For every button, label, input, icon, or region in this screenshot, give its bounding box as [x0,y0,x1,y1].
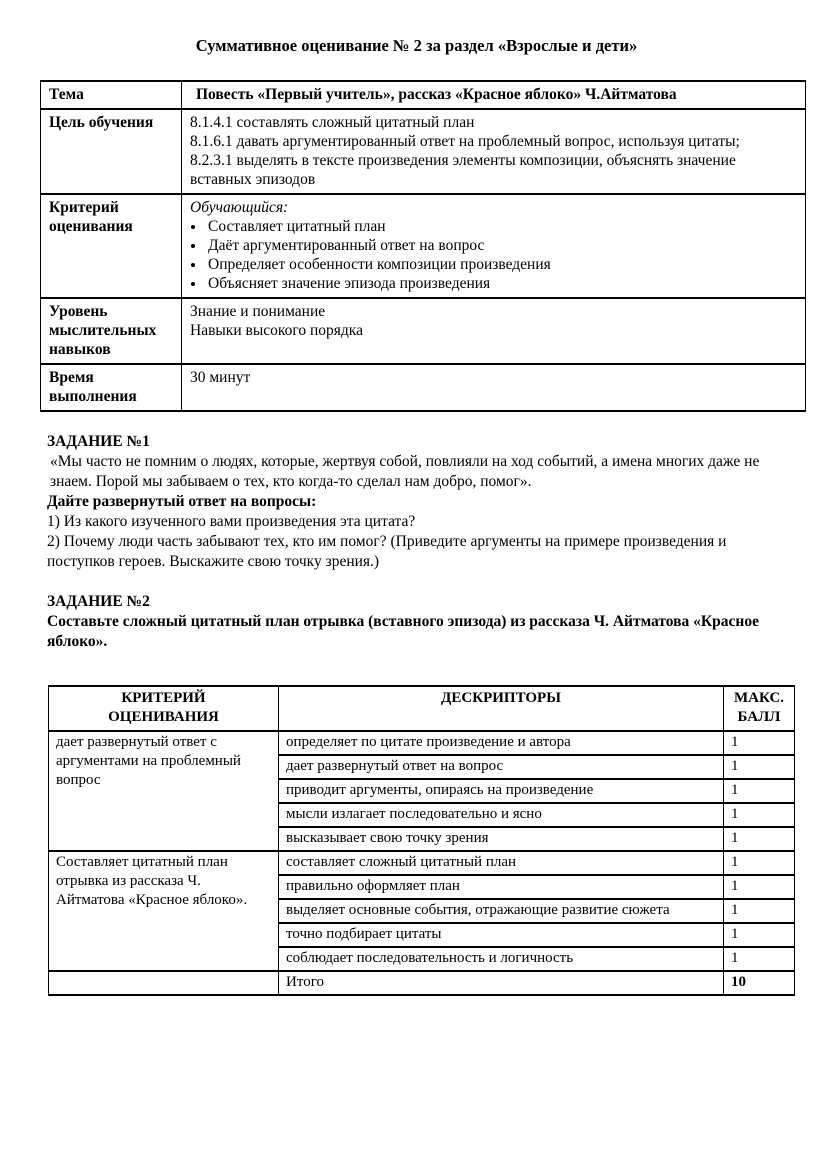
rubric-score: 1 [724,755,795,779]
rubric-score: 1 [724,947,795,971]
info-label-time: Время выполнения [41,364,182,411]
rubric-descriptor: приводит аргументы, опираясь на произведение [279,779,724,803]
rubric-descriptor: правильно оформляет план [279,875,724,899]
info-table [40,80,806,412]
rubric-score: 1 [724,851,795,875]
skills-line-2: Навыки высокого порядка [190,322,363,339]
criteria-bullet: • Даёт аргументированный ответ на вопрос [206,236,797,255]
rubric-criterion-1: дает развернутый ответ с аргументами на проблемный вопрос [49,731,279,851]
rubric-header-row [49,686,795,731]
rubric-descriptor: точно подбирает цитаты [279,923,724,947]
task2-instruction: Составьте сложный цитатный план отрывка (вставного эпизода) из рассказа Ч. Айтматова «Красное яблоко». [47,613,759,650]
info-row-time [41,364,806,411]
rubric-score: 1 [724,803,795,827]
info-value-tema: Повесть «Первый учитель», рассказ «Красное яблоко» Ч.Айтматова [182,81,806,109]
rubric-header-descriptors: ДЕСКРИПТОРЫ [279,686,724,731]
rubric-header-max-score [724,686,795,731]
info-value-time: 30 минут [182,364,806,411]
rubric-descriptor: определяет по цитате произведение и автора [279,731,724,755]
goal-line-3: 8.2.3.1 выделять в тексте произведения элементы композиции, объяснять значение вставных эпизодов [190,152,736,188]
task1-quote: «Мы часто не помним о людях, которые, жертвуя собой, повлияли на ход событий, а имена многих даже не знаем. Порой мы забываем о тех, кто когда-то сделал нам добро, помог». [50,453,760,490]
info-row-goal [41,109,806,194]
rubric-descriptor: мысли излагает последовательно и ясно [279,803,724,827]
task1-prompt: Дайте развернутый ответ на вопросы: [47,493,317,510]
rubric-row [49,731,795,755]
info-value-thinking-skills [182,298,806,364]
rubric-header-criterion [49,686,279,731]
info-label-thinking-skills: Уровень мыслительных навыков [41,298,182,364]
goal-line-1: 8.1.4.1 составлять сложный цитатный план [190,114,475,131]
rubric-score: 1 [724,899,795,923]
rubric-total-empty-cell [49,971,279,995]
info-label-criteria: Критерий оценивания [41,194,182,298]
rubric-score: 1 [724,923,795,947]
page-title: Суммативное оценивание № 2 за раздел «Взрослые и дети» [195,36,638,55]
rubric-descriptor: составляет сложный цитатный план [279,851,724,875]
info-value-criteria [182,194,806,298]
task1-section [47,432,793,572]
rubric-criterion-2: Составляет цитатный план отрывка из рассказа Ч. Айтматова «Красное яблоко». [49,851,279,971]
info-row-thinking-skills [41,298,806,364]
criteria-intro: Обучающийся: [190,199,289,216]
rubric-score: 1 [724,827,795,851]
task1-question-1: 1) Из какого изученного вами произведения эта цитата? [47,513,416,530]
task1-question-2: 2) Почему люди часть забывают тех, кто им помог? (Приведите аргументы на примере произведения и поступков героев. Выскажите свою точку зрения.) [47,533,727,570]
rubric-header-criterion-text: КРИТЕРИЙ ОЦЕНИВАНИЯ [108,690,219,725]
task1-heading: ЗАДАНИЕ №1 [47,433,150,450]
rubric-descriptor: выделяет основные события, отражающие развитие сюжета [279,899,724,923]
rubric-descriptor: дает развернутый ответ на вопрос [279,755,724,779]
rubric-total-label: Итого [279,971,724,995]
task2-section [47,592,793,652]
rubric-table [48,685,795,996]
rubric-header-max-score-text: МАКС. БАЛЛ [733,690,785,725]
task2-heading: ЗАДАНИЕ №2 [47,593,150,610]
goal-line-2: 8.1.6.1 давать аргументированный ответ на проблемный вопрос, используя цитаты; [190,133,740,150]
rubric-score: 1 [724,779,795,803]
rubric-total-score: 10 [724,971,795,995]
rubric-total-row [49,971,795,995]
criteria-bullet-list [190,217,797,293]
info-label-goal: Цель обучения [41,109,182,194]
criteria-bullet: • Составляет цитатный план [206,217,797,236]
rubric-descriptor: соблюдает последовательность и логичность [279,947,724,971]
info-value-goal [182,109,806,194]
rubric-score: 1 [724,875,795,899]
skills-line-1: Знание и понимание [190,303,326,320]
rubric-row [49,851,795,875]
rubric-descriptor: высказывает свою точку зрения [279,827,724,851]
info-row-tema [41,81,806,109]
rubric-score: 1 [724,731,795,755]
info-row-criteria [41,194,806,298]
criteria-bullet: • Объясняет значение эпизода произведения [206,274,797,293]
info-label-tema: Тема [41,81,182,109]
criteria-bullet: • Определяет особенности композиции произведения [206,255,797,274]
